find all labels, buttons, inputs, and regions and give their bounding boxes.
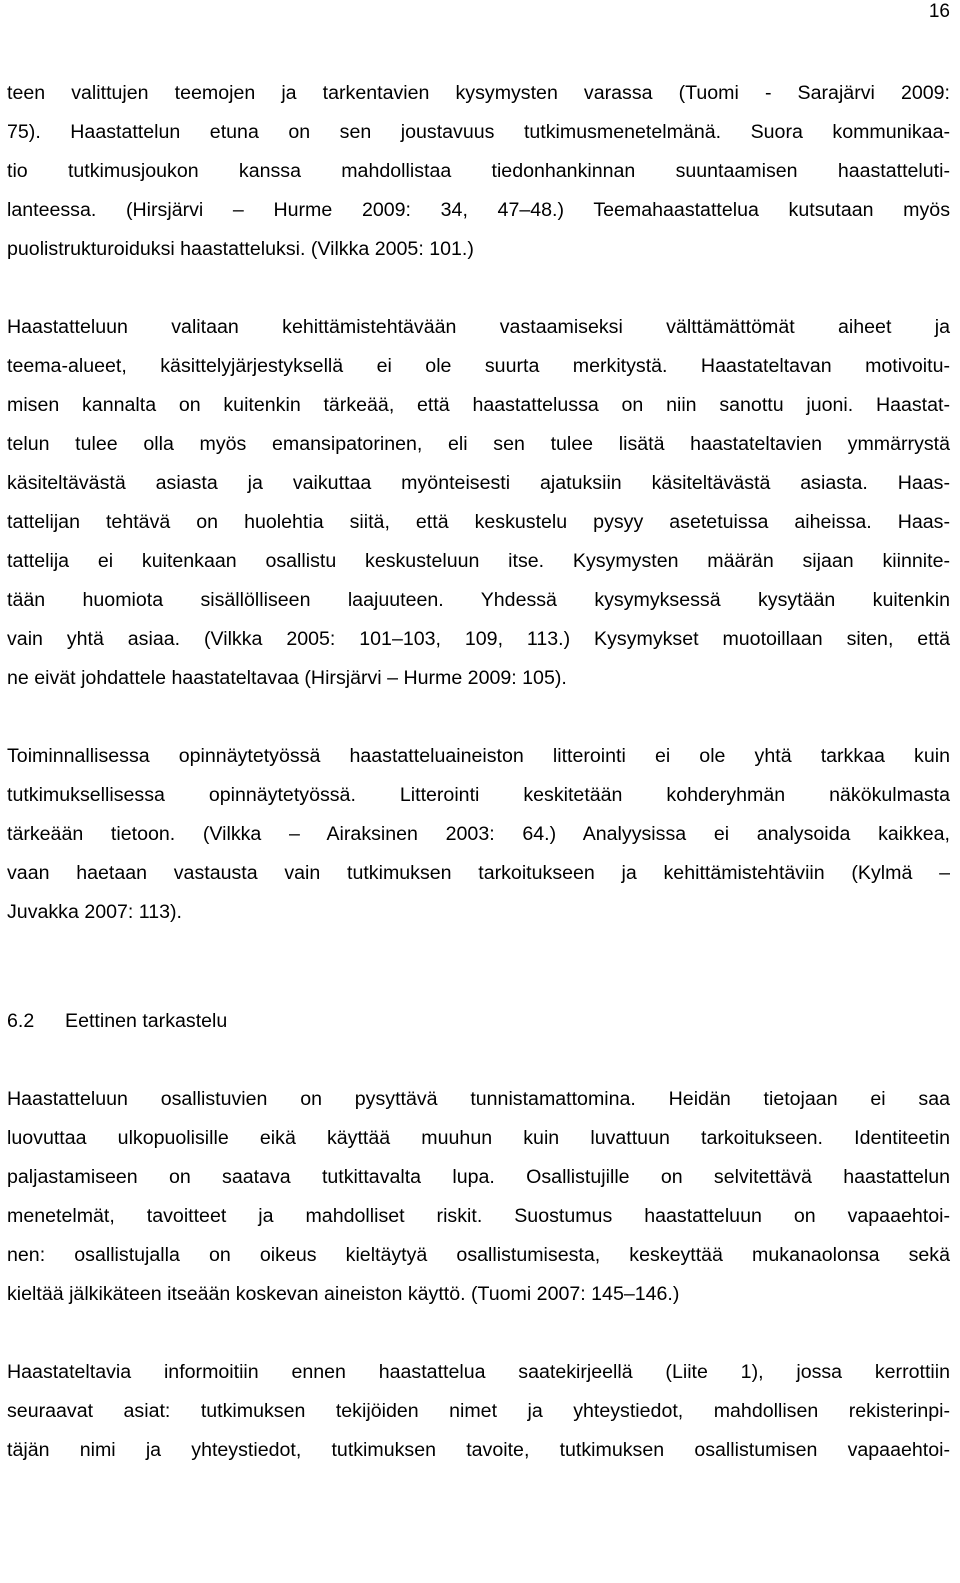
paragraph-3	[7, 737, 950, 932]
text-line: telun tulee olla myös emansipatorinen, eli sen tulee lisätä haastateltavien ymmärrystä	[7, 433, 950, 455]
section-heading	[7, 1002, 950, 1041]
text-line: tään huomiota sisällölliseen laajuuteen. Yhdessä kysymyksessä kysytään kuitenkin	[7, 589, 950, 611]
section-spacer	[7, 932, 950, 971]
paragraph-4	[7, 1080, 950, 1314]
text-line: menetelmät, tavoitteet ja mahdolliset riskit. Suostumus haastatteluun on vapaaehtoi-	[7, 1205, 950, 1227]
section-title: Eettinen tarkastelu	[65, 1010, 228, 1032]
text-line: seuraavat asiat: tutkimuksen tekijöiden nimet ja yhteystiedot, mahdollisen rekisterinpi-	[7, 1400, 950, 1422]
paragraph-spacer	[7, 1041, 950, 1080]
text-line: puolistrukturoiduksi haastatteluksi. (Vilkka 2005: 101.)	[7, 238, 474, 260]
text-line: tattelijan tehtävä on huolehtia siitä, että keskustelu pysyy asetetuissa aiheissa. Haas-	[7, 511, 950, 533]
text-line: teema-alueet, käsittelyjärjestyksellä ei ole suurta merkitystä. Haastateltavan motivoitu-	[7, 355, 950, 377]
text-line: luovuttaa ulkopuolisille eikä käyttää muuhun kuin luvattuun tarkoitukseen. Identiteetin	[7, 1127, 950, 1149]
page-number: 16	[928, 1, 950, 22]
text-line: Haastatteluun osallistuvien on pysyttävä tunnistamattomina. Heidän tietojaan ei saa	[7, 1088, 950, 1110]
text-line: 75). Haastattelun etuna on sen joustavuus tutkimusmenetelmänä. Suora kommunikaa-	[7, 121, 950, 143]
text-line: tio tutkimusjoukon kanssa mahdollistaa tiedonhankinnan suuntaamisen haastatteluti-	[7, 160, 950, 182]
text-line: teen valittujen teemojen ja tarkentavien kysymysten varassa (Tuomi - Sarajärvi 2009:	[7, 82, 950, 104]
text-line: Toiminnallisessa opinnäytetyössä haastatteluaineiston litterointi ei ole yhtä tarkkaa kuin	[7, 745, 950, 767]
text-line: misen kannalta on kuitenkin tärkeää, että haastattelussa on niin sanottu juoni. Haastat-	[7, 394, 950, 416]
text-line: täjän nimi ja yhteystiedot, tutkimuksen tavoite, tutkimuksen osallistumisen vapaaehtoi-	[7, 1439, 950, 1461]
paragraph-spacer	[7, 1314, 950, 1353]
text-line: kieltää jälkikäteen itseään koskevan aineiston käyttö. (Tuomi 2007: 145–146.)	[7, 1283, 680, 1305]
text-line: tärkeään tietoon. (Vilkka – Airaksinen 2003: 64.) Analyysissa ei analysoida kaikkea,	[7, 823, 950, 845]
text-line: nen: osallistujalla on oikeus kieltäytyä osallistumisesta, keskeyttää mukanaolonsa sekä	[7, 1244, 950, 1266]
text-line: tutkimuksellisessa opinnäytetyössä. Litterointi keskitetään kohderyhmän näkökulmasta	[7, 784, 950, 806]
text-line: lanteessa. (Hirsjärvi – Hurme 2009: 34, 47–48.) Teemahaastattelua kutsutaan myös	[7, 199, 950, 221]
paragraph-spacer	[7, 269, 950, 308]
text-line: paljastamiseen on saatava tutkittavalta lupa. Osallistujille on selvitettävä haastattelun	[7, 1166, 950, 1188]
text-line: ne eivät johdattele haastateltavaa (Hirsjärvi – Hurme 2009: 105).	[7, 667, 567, 689]
section-number: 6.2	[7, 1010, 35, 1032]
text-line: käsiteltävästä asiasta ja vaikuttaa myönteisesti ajatuksiin käsiteltävästä asiasta. Haas-	[7, 472, 950, 494]
paragraph-2	[7, 308, 950, 698]
document-body	[7, 74, 950, 1470]
text-line: vain yhtä asiaa. (Vilkka 2005: 101–103, 109, 113.) Kysymykset muotoillaan siten, että	[7, 628, 950, 650]
section-spacer	[7, 971, 950, 1002]
text-line: Haastateltavia informoitiin ennen haastattelua saatekirjeellä (Liite 1), jossa kerrottiin	[7, 1361, 950, 1383]
paragraph-5	[7, 1353, 950, 1470]
text-line: vaan haetaan vastausta vain tutkimuksen tarkoitukseen ja kehittämistehtäviin (Kylmä –	[7, 862, 950, 884]
paragraph-1	[7, 74, 950, 269]
paragraph-spacer	[7, 698, 950, 737]
text-line: Haastatteluun valitaan kehittämistehtävään vastaamiseksi välttämättömät aiheet ja	[7, 316, 950, 338]
text-line: tattelija ei kuitenkaan osallistu keskusteluun itse. Kysymysten määrän sijaan kiinnite-	[7, 550, 950, 572]
text-line: Juvakka 2007: 113).	[7, 901, 183, 923]
